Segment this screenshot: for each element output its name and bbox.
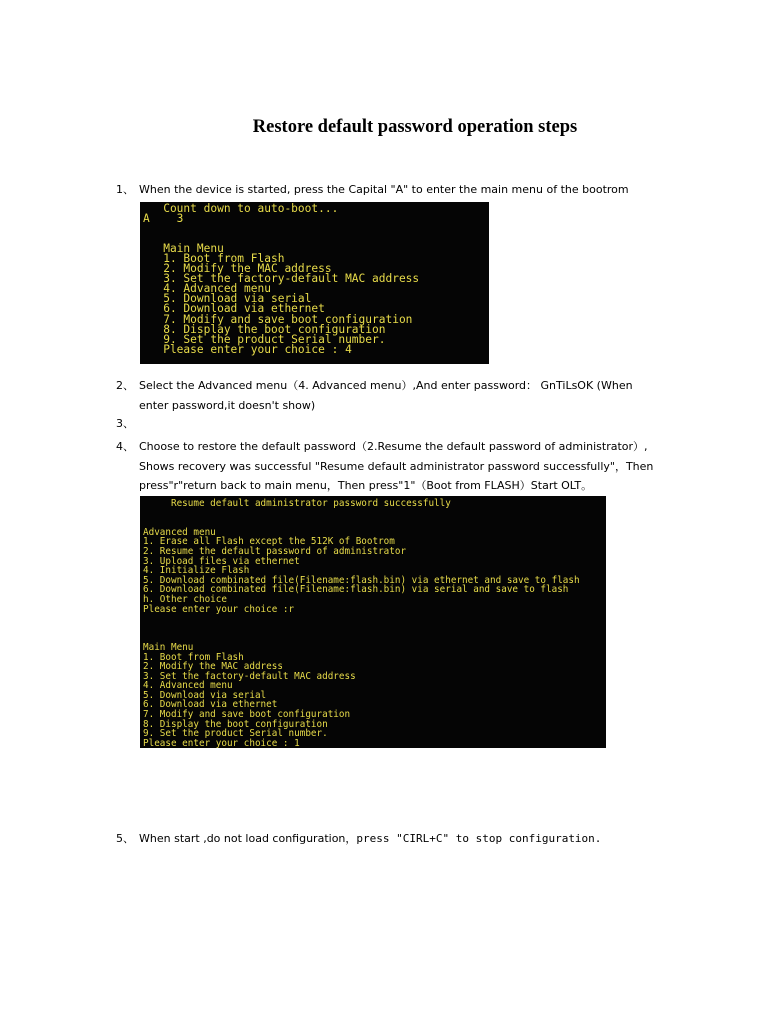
step-number: 1、 [116,183,134,196]
step-line: Select the Advanced menu（4. Advanced menu）,And enter password： GnTiLsOK (When [139,379,633,392]
step-text [139,180,656,200]
step-number: 4、 [116,440,134,453]
terminal-line [143,224,489,234]
step-line: press"r"return back to main menu，Then press"1"（Boot from FLASH）Start OLT。 [139,479,593,492]
terminal-line [143,509,606,519]
terminal-line: 4. Initialize Flash [143,565,250,577]
terminal-line: 1. Boot from Flash [143,252,285,266]
step-line: When the device is started, press the Capital "A" to enter the main menu of the bootrom [139,183,629,196]
step-line [139,829,656,849]
terminal-line: Please enter your choice :r [143,603,295,615]
terminal-line: 9. Set the product Serial number. [143,332,386,346]
terminal-line: 6. Download via ethernet [143,302,325,316]
terminal-line: 9. Set the product Serial number. [143,728,328,740]
terminal-line: Please enter your choice : 1 [143,737,300,748]
terminal-line: Resume default administrator password successfully [143,498,451,509]
terminal-line: 3. Upload files via ethernet [143,555,300,567]
terminal-line: Please enter your choice : 4 [143,342,352,356]
terminal-line: 8. Display the boot configuration [143,718,328,730]
step-line: Shows recovery was successful "Resume default administrator password successfully"，Then [139,459,654,473]
step-5 [116,829,656,849]
terminal-line: 4. Advanced menu [143,680,233,692]
terminal-line [143,624,606,634]
step-4 [116,437,656,496]
terminal-line: Count down to auto-boot... [143,202,339,215]
terminal-line: 6. Download combinated file(Filename:flash.bin) via serial and save to flash [143,584,569,596]
terminal-line: 6. Download via ethernet [143,699,278,711]
terminal-line: 2. Modify the MAC address [143,661,283,673]
terminal-line: 2. Modify the MAC address [143,262,332,276]
terminal-line: 8. Display the boot configuration [143,322,386,336]
terminal-line: 3. Set the factory-default MAC address [143,272,420,286]
step-1 [116,180,656,200]
terminal-line: 3. Set the factory-default MAC address [143,670,356,682]
step-text [139,376,656,415]
step-number: 5、 [116,832,134,845]
document-title: Restore default password operation steps [252,117,578,137]
step-text-command: press "CIRL+C" to stop configuration. [356,832,602,845]
terminal-line: Advanced menu [143,526,216,538]
step-number: 3、 [116,417,134,430]
terminal-line: h. Other choice [143,593,227,605]
step-2 [116,376,656,415]
terminal-line: 5. Download via serial [143,292,312,306]
terminal-line [143,633,606,643]
terminal-screenshot-main-menu [140,202,489,364]
terminal-line: Main Menu [143,242,224,256]
terminal-line: 2. Resume the default password of administrator [143,545,407,557]
step-line: enter password,it doesn't show) [139,398,316,412]
terminal-line: 7. Modify and save boot configuration [143,312,413,326]
terminal-line: 5. Download combinated file(Filename:flash.bin) via ethernet and save to flash [143,574,580,586]
step-line: Choose to restore the default password（2.Resume the default password of administrator）, [139,440,648,453]
terminal-line: Main Menu [143,641,194,653]
terminal-line: A 3 [143,212,184,226]
step-text-part: When start ,do not load configuration， [139,832,357,845]
terminal-line: 1. Erase all Flash except the 512K of Bootrom [143,536,395,548]
step-number: 2、 [116,379,134,392]
terminal-line: 7. Modify and save boot configuration [143,709,351,721]
terminal-screenshot-advanced-menu [140,496,606,748]
terminal-line: 1. Boot from Flash [143,651,244,663]
terminal-line: 4. Advanced menu [143,282,271,296]
terminal-line: 5. Download via serial [143,689,267,701]
step-text [139,437,656,496]
terminal-line [143,614,606,624]
step-text [139,829,656,849]
